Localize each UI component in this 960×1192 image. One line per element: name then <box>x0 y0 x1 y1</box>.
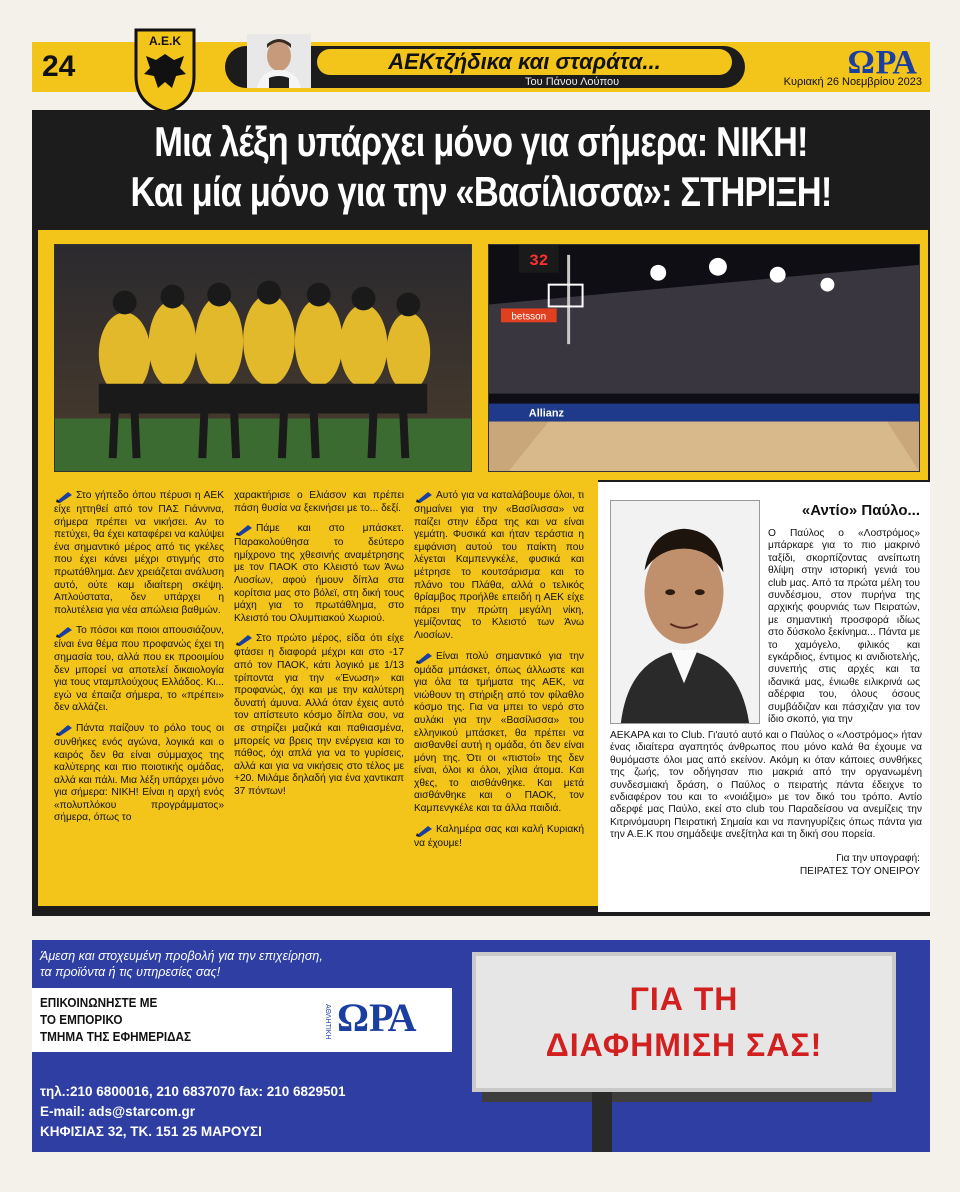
ad-contact-box <box>32 988 452 1052</box>
basketball-arena-photo <box>488 244 920 472</box>
arena-banner-betsson: betsson <box>511 311 547 323</box>
paragraph: χαρακτήρισε ο Ελιάσον και πρέπει πάση θυσία να ξεκινήσει με το... δεξί. <box>234 490 404 514</box>
column-author: Του Πάνου Λούπου <box>525 76 620 88</box>
ad-email[interactable]: E-mail: ads@starcom.gr <box>40 1104 195 1119</box>
ad-logo-subtitle: ΑΘΛΗΤΙΚΗ <box>324 1004 331 1040</box>
ad-tagline: Άμεση και στοχευμένη προβολή για την επιχείρηση, τα προϊόντα ή τις υπηρεσίες σας! <box>40 949 323 979</box>
column-banner <box>225 46 745 88</box>
ad-logo: ΩΡΑ <box>337 995 417 1040</box>
paragraph: Στο πρώτο μέρος, είδα ότι είχε φτάσει η διαφορά μέχρι και στο -17 από τον ΠΑΟΚ, κάτι λογικό με 1/13 τρίποντα για την «Ένωση» και προφανώς, όχι και με την καλύτερη δυνατή άμυνα. Αλλά όταν έχεις αυτό τον απίστευτο κόσμο δίπλα σου, να σε στηρίζει μαζικά και παθιασμένα, μπορείς να βρεις την ενέργεια και το πάθος, όχι απλά για να το γυρίσεις, αλλά και για να νικήσεις στο τέλος με +20. Μιλάμε δηλαδή για ένα χαντικαπ 37 πόντων! <box>234 633 404 797</box>
pen-icon <box>54 625 74 639</box>
page-number: 24 <box>42 50 76 83</box>
pen-icon <box>234 633 254 647</box>
arena-banner-allianz: Allianz <box>528 407 565 420</box>
pen-icon <box>54 490 74 504</box>
aek-crest-icon <box>132 26 198 114</box>
obituary-lead: Ο Παύλος ο «Λοστρόμος» μπάρκαρε για το πιο μακρινό ταξίδι, σκορπίζοντας ανείπωτη θλίψη στην ιστορική γενιά του club μας. Από τα πρώτα μέλη του συνδέσμου, στον πυρήνα της αρχικής φουρνιάς των Πειρατών, με σημαντική προσφορά ιδίως στο δύσκολο ξεκίνημα... Πάντα με το χαμόγελο, φιλικός και εγκάρδιος, έντιμος κι ανιδιοτελής, συνεπής στις αρχές και τα ιδανικά μας, ένιωθε ειλικρινά ως αδέρφια του, όλους όσους συμβάδιζαν και πάσχιζαν για τον ίδιο σκοπό, για την <box>768 528 920 726</box>
crest-text: Α.Ε.Κ <box>148 34 182 48</box>
billboard-pole <box>592 1092 612 1152</box>
pen-icon <box>414 490 434 504</box>
headline-line-2: Και μία μόνο για την «Βασίλισσα»: ΣΤΗΡΙΞΗ! <box>130 168 832 215</box>
paragraph: Στο γήπεδο όπου πέρυσι η ΑΕΚ είχε ηττηθεί από τον ΠΑΣ Γιάννινα, σήμερα πρέπει να νικήσει. Αν το πετύχει, θα έχει καταφέρει να καλύψει ένα σημαντικό μέρος από τις γκέλες που έχει κάνει μέχρι στιγμής στο πρωτάθλημα. Δεν χρειάζεται ανάλυση αυτό, ούτε καμ ιδιαίτερη σκέψη. Απλούστατα, δεν υπάρχει η πολυτέλεια για νέα απώλεια βαθμών. <box>54 490 224 616</box>
ad-contact-text: ΕΠΙΚΟΙΝΩΝΗΣΤΕ ΜΕ ΤΟ ΕΜΠΟΡΙΚΟ ΤΜΗΜΑ ΤΗΣ ΕΦΗΜΕΡΙΔΑΣ <box>40 995 192 1044</box>
billboard-text: ΓΙΑ ΤΗ ΔΙΑΦΗΜΙΣΗ ΣΑΣ! <box>545 981 823 1063</box>
ad-contact-info <box>40 1082 346 1142</box>
paragraph: Αυτό για να καταλάβουμε όλοι, τι σημαίνει για την «Βασίλισσα» να παίζει στην έδρα της και να είναι γεμάτη. Φυσικά και ήταν τεράστια η εμφάνιση αυτού του παίκτη που λέγεται Καμπενγκέλε, φυσικά και μέτρησε το κουτσάρισμα και το πλάνο του Πλάθα, αλλά ο τελικός θρίαμβος προήλθε επειδή η ΑΕΚ είχε πάρει την πρώτη μεγάλη νίκη, γεμίζοντας το Κλειστό των Άνω Λιοσίων. <box>414 490 584 641</box>
billboard <box>472 952 896 1092</box>
pen-icon <box>54 723 74 737</box>
article-column-3 <box>414 490 584 858</box>
pen-icon <box>234 523 254 537</box>
column-title: ΑΕΚτζήδικα και σταράτα... <box>317 49 732 75</box>
obituary-portrait <box>610 500 760 724</box>
headline-box <box>32 110 930 226</box>
pen-icon <box>414 651 434 665</box>
ad-address: ΚΗΦΙΣΙΑΣ 32, ΤΚ. 151 25 ΜΑΡΟΥΣΙ <box>40 1124 262 1139</box>
obituary-sidebar <box>598 482 930 912</box>
article-columns <box>54 490 584 900</box>
team-huddle-photo <box>54 244 472 472</box>
paragraph: Το πόσοι και ποιοι απουσιάζουν, είναι ένα θέμα που προφανώς έχει τη σημασία του, αλλά που εκ προοιμίου δεν μπορεί να αποτελεί δικαιολογία για τους νταμπλούχους Ελλάδος. Κι... εγώ να έπαιζα σήμερα, το «πρέπει» δεν αλλάζει. <box>54 625 224 714</box>
headline-line-1: Μια λέξη υπάρχει μόνο για σήμερα: ΝΙΚΗ! <box>154 118 808 165</box>
pen-icon <box>414 824 434 838</box>
scoreboard-number: 32 <box>529 251 549 270</box>
paragraph: Καλημέρα σας και καλή Κυριακή να έχουμε! <box>414 823 584 849</box>
paragraph: Είναι πολύ σημαντικό για την ομάδα μπάσκετ, όπως άλλωστε και για όλα τα τμήματα της ΑΕΚ, να νιώθουν τη στήριξη από τον φίλαθλο κόσμο της. Για να μπει το νερό στο αυλάκι για την «Βασίλισσα» του ελληνικού μπάσκετ, θα πρέπει να αισθανθεί αυτή η ομάδα, ότι δεν είναι μόνη της. Ότι οι «πιστοί» της δεν είναι, όλοι κι όλοι, χίλια άτομα. Και χθες, το αισθάνθηκε. Και μετά αισθάνθηκε και ο ΠΑΟΚ, τον Καμπενγκέλε και τα άλλα παιδιά. <box>414 650 584 815</box>
signature-label: Για την υπογραφή: <box>836 853 920 864</box>
signature-name: ΠΕΙΡΑΤΕΣ ΤΟΥ ΟΝΕΙΡΟΥ <box>799 866 920 877</box>
advertisement <box>32 940 930 1152</box>
billboard-lights-bar <box>482 1092 872 1102</box>
article-column-2 <box>234 490 404 806</box>
paragraph: Πάμε και στο μπάσκετ. Παρακολούθησα το δεύτερο ημίχρονο της χθεσινής αναμέτρησης με τον ΠΑΟΚ στο Κλειστό των Άνω Λιοσίων, αφού ήμουν δίπλα στα κορίτσια μας στο βόλεϊ, στη δική τους μάχη για το πρωτάθλημα, στο Κλειστό του Ολυμπιακού Χωριού. <box>234 523 404 624</box>
page-header <box>32 34 930 92</box>
obituary-body: ΑΕΚΑΡΑ και το Club. Γι'αυτό αυτό και ο Παύλος ο «Λοστρόμος» ήταν ένας ιδιαίτερα αγαπητός άνθρωπος που μόνο καλά θα έχουμε να θυμόμαστε όλοι μας από εκείνον. Ακόμη κι όταν κάποιες συνθήκες της ζωής, τον οδήγησαν πιο μακριά από την οργανωμένη συνδεσμιακή δράση, ο Παύλος ο πειρατής πάντα έδειχνε το ενδιαφέρον του και το «νοιάξιμο» με τον δικό του τρόπο. Αντίο αδερφέ μας Παύλο, εκεί στο club του Παραδείσου να ανεμίζεις την Κιτρινόμαυρη Πειρατική Σημαία και να πανηγυρίζεις όπως πάντα για την Α.Ε.Κ που σημάδεψε ανεξίτηλα και τη δική σου πορεία. <box>610 730 922 841</box>
author-avatar <box>247 34 311 88</box>
main-article-area <box>32 226 930 916</box>
ad-phones: τηλ.:210 6800016, 210 6837070 fax: 210 6829501 <box>40 1084 346 1099</box>
obituary-signature <box>800 852 920 878</box>
newspaper-logo: ΩΡΑ <box>847 44 918 81</box>
article-column-1 <box>54 490 224 833</box>
issue-date: Κυριακή 26 Νοεμβρίου 2023 <box>783 76 922 88</box>
paragraph: Πάντα παίζουν το ρόλο τους οι συνθήκες ενός αγώνα, λογικά και ο καιρός δεν θα είναι σύμμαχος της καλύτερης και πιο ποιοτικής ομάδας, αλλά και πάλι. Μια λέξη υπάρχει μόνο για σήμερα: ΝΙΚΗ! Είναι η αρχή ενός «πολυπλόκου προγράμματος» σήμερα, όπως το <box>54 722 224 824</box>
obituary-title: «Αντίο» Παύλο... <box>801 502 920 519</box>
